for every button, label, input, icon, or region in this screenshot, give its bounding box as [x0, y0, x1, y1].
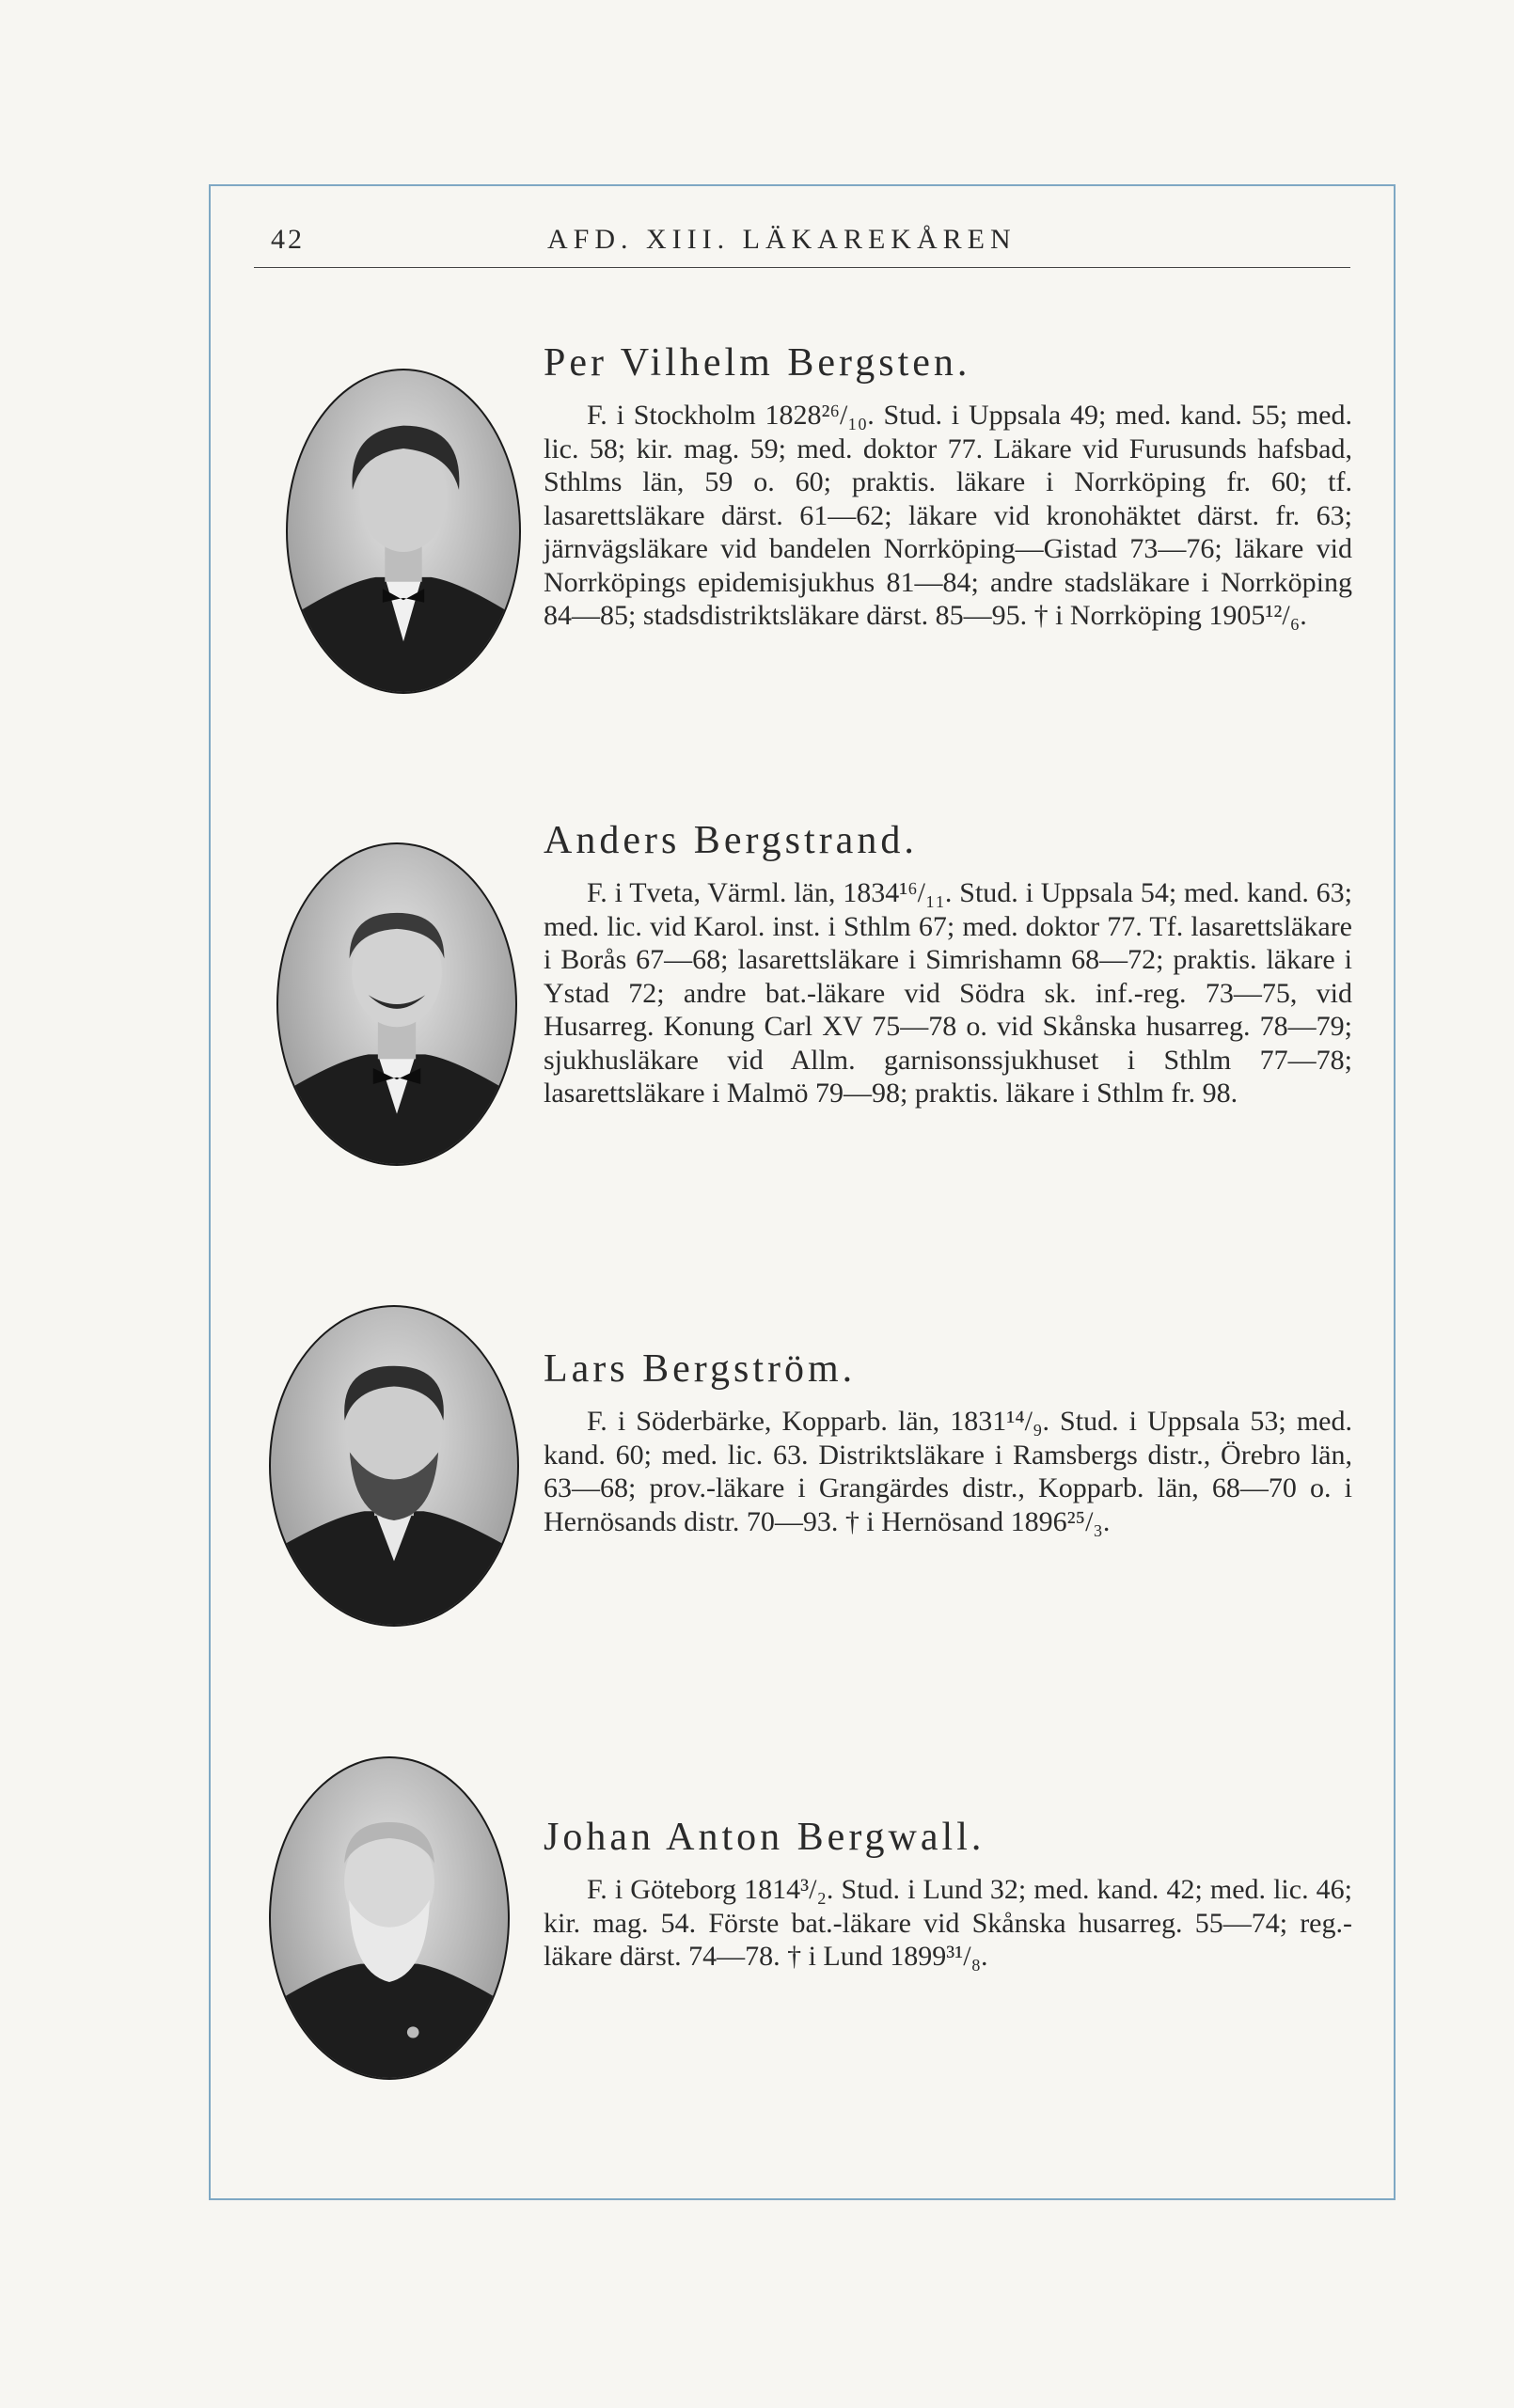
- entry-bio: F. i Söderbärke, Kopparb. län, 1831¹⁴/₉. Stud. i Uppsala 53; med. kand. 60; med. lic. 63. Distriktsläkare i Ramsbergs distr., Örebro län, 63—68; prov.-läkare i Grangärdes distr., Kopparb. län, 68—70 o. i Hernösands distr. 70—93. † i Hernösand 1896²⁵/₃.: [544, 1406, 1352, 1537]
- portrait-bergstrom: [269, 1305, 519, 1627]
- portrait-bergwall: [269, 1756, 510, 2080]
- entry-bio: F. i Göteborg 1814³/₂. Stud. i Lund 32; med. kand. 42; med. lic. 46; kir. mag. 54. Förste bat.-läkare vid Skånska husarreg. 55—74; reg.-läkare därst. 74—78. † i Lund 1899³¹/₈.: [544, 1874, 1352, 1972]
- entry-bio: F. i Tveta, Värml. län, 1834¹⁶/₁₁. Stud. i Uppsala 54; med. kand. 63; med. lic. vid Karol. inst. i Sthlm 67; med. doktor 77. Tf. lasarettsläkare i Borås 67—68; lasarettsläkare i Simrishamn 68—72; praktis. läkare i Ystad 72; andre bat.-läkare vid Södra sk. inf.-reg. 73—75, vid Husarreg. Konung Carl XV 75—78 o. vid Skånska husarreg. 78—79; sjukhusläkare vid Allm. garnisonssjukhuset i Sthlm 77—78; lasarettsläkare i Malmö 79—98; praktis. läkare i Sthlm fr. 98.: [544, 877, 1352, 1109]
- entry-name: Johan Anton Bergwall.: [544, 1816, 986, 1859]
- entry-name: Per Vilhelm Bergsten.: [544, 341, 971, 385]
- section-title: AFD. XIII. LÄKAREKÅREN: [547, 224, 1017, 255]
- entry-bio: F. i Stockholm 1828²⁶/₁₀. Stud. i Uppsala 49; med. kand. 55; med. lic. 58; kir. mag. 59; med. doktor 77. Läkare vid Furusunds hafsbad, Sthlms län, 59 o. 60; praktis. läkare i Norrköping fr. 60; tf. lasarettsläkare därst. 61—62; läkare vid kronohäktet därst. fr. 63; järnvägsläkare vid bandelen Norrköping—Gistad 73—76; läkare vid Norrköpings epidemisjukhus 81—84; andre stadsläkare i Norrköping 84—85; stadsdistriktsläkare därst. 85—95. † i Norrköping 1905¹²/₆.: [544, 400, 1352, 631]
- page-number: 42: [271, 224, 305, 255]
- entry-name: Lars Bergström.: [544, 1347, 857, 1391]
- portrait-bergstrand: [276, 842, 517, 1166]
- entry-name: Anders Bergstrand.: [544, 819, 918, 862]
- portrait-bergsten: [286, 369, 521, 694]
- running-head: [254, 216, 1350, 268]
